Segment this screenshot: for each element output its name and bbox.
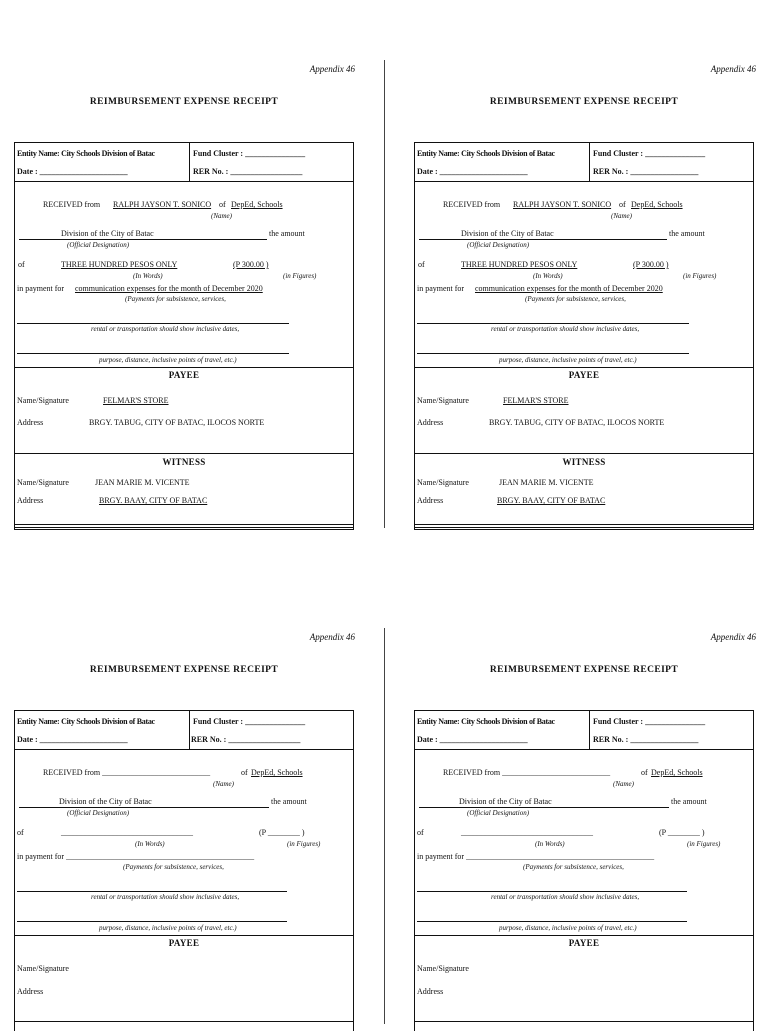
received-from-label: RECEIVED from ___________________________ <box>43 768 211 777</box>
payee-title: PAYEE <box>568 938 600 948</box>
agency: DepEd, Schools <box>651 768 703 777</box>
rer-number: RER No. : __________________ <box>191 735 301 744</box>
received-name: RALPH JAYSON T. SONICO <box>113 200 212 209</box>
receipt-bottom-right <box>414 632 754 1024</box>
receipt-form <box>414 142 754 530</box>
payee-title: PAYEE <box>168 370 200 380</box>
witness-name-label: Name/Signature <box>417 478 469 487</box>
designation: Division of the City of Batac <box>459 797 552 806</box>
words-caption: (In Words) <box>133 272 163 280</box>
payee-name-label: Name/Signature <box>17 396 69 405</box>
payment-caption-3: purpose, distance, inclusive points of travel, etc.) <box>499 924 637 932</box>
witness-address: BRGY. BAAY, CITY OF BATAC <box>497 496 606 505</box>
figures-caption: (in Figures) <box>687 840 721 848</box>
payment-for-label[interactable]: in payment for _______________________________________________ <box>417 852 655 861</box>
entity-name: Entity Name: City Schools Division of Batac <box>417 717 555 726</box>
entity-name: Entity Name: City Schools Division of Batac <box>417 149 555 158</box>
entity-name: Entity Name: City Schools Division of Batac <box>17 717 155 726</box>
payment-caption-2: rental or transportation should show inclusive dates, <box>91 325 240 333</box>
receipt-form <box>14 142 354 530</box>
payment-caption-1: (Payments for subsistence, services, <box>123 863 224 871</box>
payment-for-label: in payment for <box>17 284 65 293</box>
name-caption: (Name) <box>611 212 632 220</box>
date-field: Date : ______________________ <box>17 735 128 744</box>
form-header <box>15 711 353 750</box>
payee-address-label: Address <box>17 418 44 427</box>
payment-caption-1: (Payments for subsistence, services, <box>125 295 226 303</box>
fund-cluster: Fund Cluster : _______________ <box>193 149 306 158</box>
received-name: RALPH JAYSON T. SONICO <box>513 200 612 209</box>
witness-name-label: Name/Signature <box>17 478 69 487</box>
receipt-top-right <box>414 64 754 534</box>
designation: Division of the City of Batac <box>461 229 554 238</box>
the-amount-label: the amount <box>269 229 305 238</box>
payee-name-label: Name/Signature <box>417 396 469 405</box>
received-from-label: RECEIVED from ___________________________ <box>443 768 611 777</box>
appendix-label: Appendix 46 <box>710 64 756 74</box>
payment-for-label[interactable]: in payment for _______________________________________________ <box>17 852 255 861</box>
agency: DepEd, Schools <box>631 200 683 209</box>
of-text: of <box>219 200 226 209</box>
appendix-label: Appendix 46 <box>309 632 355 642</box>
fund-cluster: Fund Cluster : _______________ <box>193 717 306 726</box>
figures-caption: (in Figures) <box>287 840 321 848</box>
payee-name: FELMAR'S STORE <box>503 396 569 405</box>
amount-in-figures: (P 300.00 ) <box>633 260 669 269</box>
appendix-label: Appendix 46 <box>710 632 756 642</box>
payment-caption-2: rental or transportation should show inclusive dates, <box>491 325 640 333</box>
payee-address: BRGY. TABUG, CITY OF BATAC, ILOCOS NORTE <box>89 418 265 427</box>
appendix-label: Appendix 46 <box>309 64 355 74</box>
receipt-form <box>14 710 354 1031</box>
payee-address: BRGY. TABUG, CITY OF BATAC, ILOCOS NORTE <box>489 418 665 427</box>
form-header <box>415 711 753 750</box>
received-from-label: RECEIVED from <box>443 200 501 209</box>
of-label: of <box>417 828 424 837</box>
payment-for-label: in payment for <box>417 284 465 293</box>
witness-title: WITNESS <box>562 457 606 467</box>
witness-address-label: Address <box>417 496 444 505</box>
name-caption: (Name) <box>211 212 232 220</box>
amount-in-figures: (P 300.00 ) <box>233 260 269 269</box>
receipt-form <box>414 710 754 1031</box>
divider-top <box>384 60 385 528</box>
rer-number: RER No. : _________________ <box>593 735 699 744</box>
payment-caption-3: purpose, distance, inclusive points of travel, etc.) <box>499 356 637 364</box>
words-caption: (In Words) <box>535 840 565 848</box>
amount-in-figures[interactable]: (P ________ ) <box>259 828 305 837</box>
divider-bottom <box>384 628 385 1024</box>
the-amount-label: the amount <box>669 229 705 238</box>
designation-caption: (Official Designation) <box>67 809 130 817</box>
designation-caption: (Official Designation) <box>467 809 530 817</box>
agency: DepEd, Schools <box>251 768 303 777</box>
agency: DepEd, Schools <box>231 200 283 209</box>
designation-caption: (Official Designation) <box>467 241 530 249</box>
received-from-label: RECEIVED from <box>43 200 101 209</box>
receipt-title: REIMBURSEMENT EXPENSE RECEIPT <box>489 97 679 107</box>
payee-address-label: Address <box>417 418 444 427</box>
payee-name-label: Name/Signature <box>417 964 469 973</box>
form-header <box>15 143 353 182</box>
payee-name: FELMAR'S STORE <box>103 396 169 405</box>
designation: Division of the City of Batac <box>59 797 152 806</box>
of-text: of <box>641 768 648 777</box>
figures-caption: (in Figures) <box>683 272 717 280</box>
receipt-title: REIMBURSEMENT EXPENSE RECEIPT <box>89 97 279 107</box>
witness-title: WITNESS <box>162 457 206 467</box>
payment-caption-2: rental or transportation should show inclusive dates, <box>491 893 640 901</box>
words-caption: (In Words) <box>533 272 563 280</box>
witness-address: BRGY. BAAY, CITY OF BATAC <box>99 496 208 505</box>
amount-in-words: THREE HUNDRED PESOS ONLY <box>461 260 578 269</box>
date-field: Date : ______________________ <box>17 167 128 176</box>
designation: Division of the City of Batac <box>61 229 154 238</box>
witness-name: JEAN MARIE M. VICENTE <box>95 478 190 487</box>
payment-caption-3: purpose, distance, inclusive points of travel, etc.) <box>99 924 237 932</box>
entity-name: Entity Name: City Schools Division of Batac <box>17 149 155 158</box>
payment-caption-1: (Payments for subsistence, services, <box>523 863 624 871</box>
receipt-title: REIMBURSEMENT EXPENSE RECEIPT <box>89 665 279 675</box>
rer-number: RER No. : _________________ <box>593 167 699 176</box>
name-caption: (Name) <box>213 780 234 788</box>
amount-words-blank[interactable]: _________________________________ <box>61 828 193 837</box>
of-text: of <box>241 768 248 777</box>
the-amount-label: the amount <box>271 797 307 806</box>
payment-purpose: communication expenses for the month of December 2020 <box>75 284 263 293</box>
payee-title: PAYEE <box>568 370 600 380</box>
of-text: of <box>619 200 626 209</box>
of-label: of <box>18 260 25 269</box>
payment-caption-1: (Payments for subsistence, services, <box>525 295 626 303</box>
date-field: Date : ______________________ <box>417 735 528 744</box>
payment-caption-2: rental or transportation should show inclusive dates, <box>91 893 240 901</box>
date-field: Date : ______________________ <box>417 167 528 176</box>
designation-caption: (Official Designation) <box>67 241 130 249</box>
of-label: of <box>418 260 425 269</box>
payee-address-label: Address <box>417 987 444 996</box>
payee-address-label: Address <box>17 987 44 996</box>
figures-caption: (in Figures) <box>283 272 317 280</box>
payment-caption-3: purpose, distance, inclusive points of travel, etc.) <box>99 356 237 364</box>
payment-purpose: communication expenses for the month of December 2020 <box>475 284 663 293</box>
witness-address-label: Address <box>17 496 44 505</box>
payee-name-label: Name/Signature <box>17 964 69 973</box>
name-caption: (Name) <box>613 780 634 788</box>
amount-in-words: THREE HUNDRED PESOS ONLY <box>61 260 178 269</box>
witness-name: JEAN MARIE M. VICENTE <box>499 478 594 487</box>
amount-words-blank[interactable]: _________________________________ <box>461 828 593 837</box>
amount-in-figures[interactable]: (P ________ ) <box>659 828 705 837</box>
receipt-top-left <box>14 64 354 534</box>
payee-title: PAYEE <box>168 938 200 948</box>
receipt-title: REIMBURSEMENT EXPENSE RECEIPT <box>489 665 679 675</box>
rer-number: RER No. : __________________ <box>193 167 303 176</box>
form-header <box>415 143 753 182</box>
fund-cluster: Fund Cluster : _______________ <box>593 717 706 726</box>
the-amount-label: the amount <box>671 797 707 806</box>
fund-cluster: Fund Cluster : _______________ <box>593 149 706 158</box>
of-label: of <box>17 828 24 837</box>
words-caption: (In Words) <box>135 840 165 848</box>
receipt-bottom-left <box>14 632 354 1024</box>
